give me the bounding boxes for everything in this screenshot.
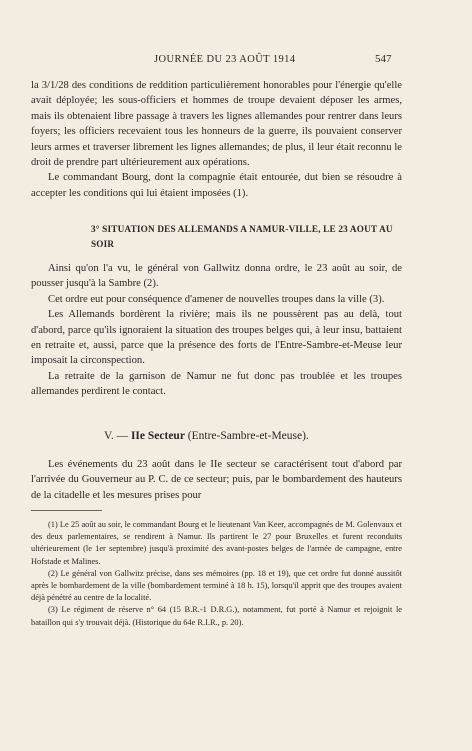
- footnotes: [31, 519, 402, 629]
- sector-heading-prefix: V. —: [104, 430, 131, 442]
- paragraph: Les événements du 23 août dans le IIe secteur se caractérisent tout d'abord par l'arrivée du Gouverneur au P. C. de ce secteur; puis, par le bombardement des hauteurs de la citadelle et les mesures prises pour: [31, 459, 402, 501]
- sector-heading-subtitle: (Entre-Sambre-et-Meuse).: [184, 430, 309, 442]
- sector-heading-title: IIe Secteur: [130, 430, 185, 442]
- paragraph: Ainsi qu'on l'a vu, le général von Gallwitz donna ordre, le 23 août au soir, de pousser jusqu'à la Sambre (2).: [31, 263, 402, 290]
- paragraph: Les Allemands bordèrent la rivière; mais ils ne poussèrent pas au delà, tout d'abord, parce qu'ils ignoraient la situation des troupes belges qui, à leur insu, battaient en retraite et, aussi, parce que la présence des forts de l'Entre-Sambre-et-Meuse leur imposait la circonspection.: [31, 309, 402, 367]
- paragraph: la 3/1/28 des conditions de reddition particulièrement honorables pour l'énergie qu'elle avait déployée; les sous-officiers et hommes de troupe devaient déposer les armes, mais ils obtenaient libre passage à travers les lignes allemandes pour rentrer dans leurs foyers; les officiers recevaient tous les honneurs de la guerre, ils pouvaient conserver leurs armes et traverser librement les lignes allemandes; de plus, il leur était reconnu le droit de prendre part ultérieurement aux opérations.: [31, 80, 402, 169]
- footnote-divider: [31, 510, 102, 511]
- running-header-title: JOURNÉE DU 23 AOÛT 1914: [154, 54, 296, 65]
- page-number: 547: [375, 53, 392, 65]
- body-text-bottom: [31, 457, 402, 503]
- paragraph: Le commandant Bourg, dont la compagnie était entourée, dut bien se résoudre à accepter les conditions qui lui étaient imposées (1).: [31, 172, 402, 199]
- footnote: (2) Le général von Gallwitz précise, dans ses mémoires (pp. 18 et 19), que cet ordre fut donné aussitôt après le bombardement de la ville (bombardement terminé à 18 h. 15), lorsqu'il apprit que des troupes avaient déjà pénétré au centre de la localité.: [31, 568, 402, 603]
- body-text-middle: [31, 261, 402, 400]
- sector-heading: [104, 430, 309, 442]
- footnote: (3) Le régiment de réserve n° 64 (15 B.R.-1 D.R.G.), notamment, fut porté à Namur et rejoignit le bataillon qui s'y trouvait déjà. (Historique du 64e R.I.R., p. 20).: [31, 605, 402, 627]
- footnote: (1) Le 25 août au soir, le commandant Bourg et le lieutenant Van Keer, accompagnés de M. Golenvaux et des deux parlementaires, se rendirent à Namur. Ils partirent le 27 pour Bruxelles et furent reconduits ultérieurement (le 1er septembre) jusqu'à proximité des avant-postes belges de l'armée de campagne, entre Hofstade et Malines.: [31, 520, 402, 566]
- paragraph: La retraite de la garnison de Namur ne fut donc pas troublée et les troupes allemandes perdirent le contact.: [31, 370, 402, 398]
- section-heading: 3° SITUATION DES ALLEMANDS A NAMUR-VILLE, LE 23 AOUT AU SOIR: [91, 224, 393, 249]
- paragraph: Cet ordre eut pour conséquence d'amener de nouvelles troupes dans la ville (3).: [48, 293, 385, 305]
- body-text-top: [31, 78, 402, 201]
